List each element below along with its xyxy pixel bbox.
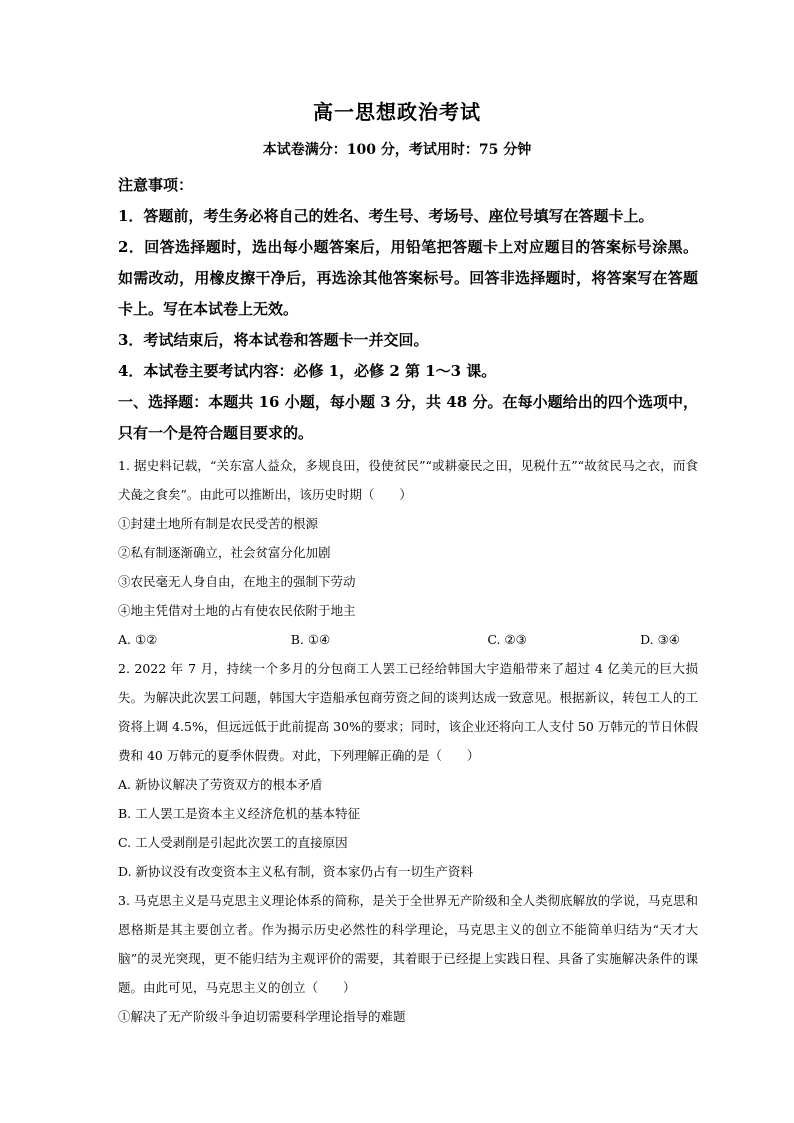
option-a: A. ①② [118, 632, 158, 647]
exam-title: 高一思想政治考试 [313, 100, 481, 124]
exam-content [118, 170, 698, 1031]
question-stem: 3. 马克思主义是马克思主义理论体系的简称，是关于全世界无产阶级和全人类彻底解放的学说，马克思和恩格斯是其主要创立者。作为揭示历史必然性的科学理论，马克思主义的创立不能简单归结为“天才大脑”的灵光突现，更不能归结为主观评价的需要，其着眼于已经提上实践日程、具备了实施解决条件的课题。由此可见，马克思主义的创立（ ） [118, 893, 698, 995]
notes-heading: 注意事项： [118, 176, 194, 194]
option-a: A. 新协议解决了劳资双方的根本矛盾 [118, 777, 323, 792]
option-c: C. ②③ [487, 632, 527, 647]
question-stem: 2. 2022 年 7 月，持续一个多月的分包商工人罢工已经给韩国大宇造船带来了超过 4 亿美元的巨大损失。为解决此次罢工问题，韩国大宇造船承包商劳资之间的谈判达成一致意见。根据新议，转包工人的工资将上调 4.5%，但远远低于此前提高 30%的要求；同时，该企业还将向工人支付 50 万韩元的节日休假费和 40 万韩元的夏季休假费。对此，下列理解正确的是（ ） [118, 661, 698, 763]
note-item: 1．答题前，考生务必将自己的姓名、考生号、考场号、座位号填写在答题卡上。 [118, 207, 654, 225]
note-item: 3．考试结束后，将本试卷和答题卡一并交回。 [118, 331, 429, 349]
note-item: 4．本试卷主要考试内容：必修 1，必修 2 第 1～3 课。 [118, 362, 497, 380]
option-d: D. ③④ [640, 632, 680, 647]
option-b: B. 工人罢工是资本主义经济危机的基本特征 [118, 806, 361, 821]
exam-subtitle: 本试卷满分：100 分，考试用时：75 分钟 [262, 142, 532, 158]
statement: ②私有制逐渐确立，社会贫富分化加剧 [118, 545, 331, 560]
statement: ③农民毫无人身自由，在地主的强制下劳动 [118, 574, 356, 589]
options-row [118, 625, 698, 654]
statement: ①封建土地所有制是农民受苦的根源 [118, 516, 319, 531]
note-item: 2．回答选择题时，选出每小题答案后，用铅笔把答题卡上对应题目的答案标号涂黑。如需改动，用橡皮擦干净后，再选涂其他答案标号。回答非选择题时，将答案写在答题卡上。写在本试卷上无效。 [118, 238, 698, 318]
question-stem: 1. 据史料记载，“关东富人益众，多规良田，役使贫民”“或耕豪民之田，见税什五”“故贫民马之衣，而食犬彘之食矣”。由此可以推断出，该历史时期（ ） [118, 458, 698, 502]
statement: ①解决了无产阶级斗争迫切需要科学理论指导的难题 [118, 1009, 406, 1024]
statement: ④地主凭借对土地的占有使农民依附于地主 [118, 603, 356, 618]
option-c: C. 工人受剥削是引起此次罢工的直接原因 [118, 835, 348, 850]
section-heading: 一、选择题：本题共 16 小题，每小题 3 分，共 48 分。在每小题给出的四个选项中，只有一个是符合题目要求的。 [118, 393, 698, 442]
option-b: B. ①④ [290, 632, 331, 647]
option-d: D. 新协议没有改变资本主义私有制，资本家仍占有一切生产资料 [118, 864, 474, 879]
